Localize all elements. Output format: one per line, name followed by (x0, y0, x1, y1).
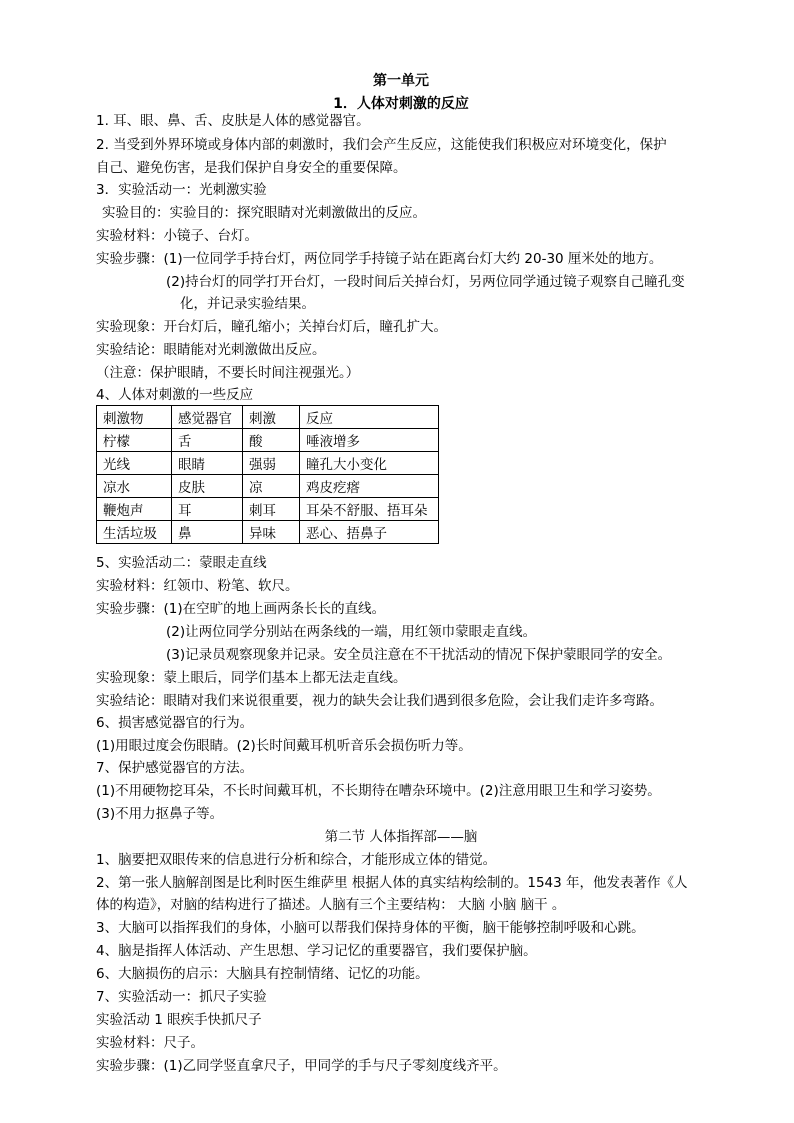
text-line: 实验结论：眼睛对我们来说很重要，视力的缺失会让我们遇到很多危险，会让我们走许多弯路。 (96, 693, 663, 709)
table-cell: 酸 (243, 429, 300, 452)
table-row (97, 498, 439, 521)
text-line: （注意：保护眼睛，不要长时间注视强光。） (96, 365, 360, 381)
text-line: 实验现象：蒙上眼后，同学们基本上都无法走直线。 (96, 670, 407, 686)
section-heading: 3．实验活动一：光刺激实验 (96, 182, 267, 198)
table-cell: 眼睛 (172, 452, 243, 475)
text-line: 1、脑要把双眼传来的信息进行分析和综合，才能形成立体的错觉。 (96, 852, 497, 868)
section-heading: 5、实验活动二：蒙眼走直线 (96, 555, 267, 571)
text-line: 实验步骤：(1)乙同学竖直拿尺子，甲同学的手与尺子零刻度线齐平。 (96, 1058, 507, 1074)
text-line: 体的构造》，对脑的结构进行了描述。人脑有三个主要结构： 大脑 小脑 脑干 。 (96, 897, 566, 913)
text-line: (1)用眼过度会伤眼睛。(2)长时间戴耳机听音乐会损伤听力等。 (96, 738, 472, 754)
section-heading: 4、人体对刺激的一些反应 (96, 387, 254, 403)
table-cell: 耳朵不舒服、捂耳朵 (300, 498, 439, 521)
table-header-cell: 反应 (300, 406, 439, 429)
text-line: 实验活动 1 眼疾手快抓尺子 (96, 1012, 262, 1028)
section-heading: 7、保护感觉器官的方法。 (96, 760, 254, 776)
text-line: 化，并记录实验结果。 (180, 296, 315, 312)
lesson-title: 1．人体对刺激的反应 (333, 96, 469, 112)
text-line: 实验材料：红领巾、粉笔、软尺。 (96, 578, 299, 594)
table-cell: 唾液增多 (300, 429, 439, 452)
table-header-row (97, 406, 439, 429)
table-row (97, 521, 439, 544)
text-line: (3)记录员观察现象并记录。安全员注意在不干扰活动的情况下保护蒙眼同学的安全。 (166, 647, 672, 663)
text-line: 实验步骤：(1)在空旷的地上画两条长长的直线。 (96, 601, 386, 617)
text-line: 2、第一张人脑解剖图是比利时医生维萨里 根据人体的真实结构绘制的。1543 年，他发表著作《人 (96, 875, 688, 891)
table-header-cell: 刺激 (243, 406, 300, 429)
text-line: 4、脑是指挥人体活动、产生思想、学习记忆的重要器官，我们要保护脑。 (96, 943, 537, 959)
table-cell: 舌 (172, 429, 243, 452)
text-line: 1. 耳、眼、鼻、舌、皮肤是人体的感觉器官。 (96, 113, 370, 129)
table-cell: 凉水 (97, 475, 172, 498)
text-line: 3、大脑可以指挥我们的身体，小脑可以帮我们保持身体的平衡，脑干能够控制呼吸和心跳。 (96, 920, 645, 936)
table-cell: 异味 (243, 521, 300, 544)
table-row (97, 452, 439, 475)
table-cell: 鸡皮疙瘩 (300, 475, 439, 498)
stimulus-reaction-table (96, 405, 439, 544)
text-line: (1)不用硬物挖耳朵，不长时间戴耳机，不长期待在嘈杂环境中。(2)注意用眼卫生和学习姿势。 (96, 783, 661, 799)
unit-title: 第一单元 (373, 73, 429, 89)
table-cell: 恶心、捂鼻子 (300, 521, 439, 544)
text-line: 2. 当受到外界环境或身体内部的刺激时，我们会产生反应，这能使我们积极应对环境变化，保护 (96, 137, 667, 153)
text-line: (2)让两位同学分别站在两条线的一端，用红领巾蒙眼走直线。 (166, 624, 537, 640)
table-cell: 皮肤 (172, 475, 243, 498)
text-line: (2)持台灯的同学打开台灯，一段时间后关掉台灯，另两位同学通过镜子观察自己瞳孔变 (166, 274, 685, 290)
text-line: 实验材料：小镜子、台灯。 (96, 228, 258, 244)
text-line: 实验现象：开台灯后，瞳孔缩小；关掉台灯后，瞳孔扩大。 (96, 319, 447, 335)
text-line: 6、大脑损伤的启示：大脑具有控制情绪、记忆的功能。 (96, 966, 429, 982)
table-cell: 凉 (243, 475, 300, 498)
table-header-cell: 感觉器官 (172, 406, 243, 429)
text-line: 实验步骤：(1)一位同学手持台灯，两位同学手持镜子站在距离台灯大约 20-30 厘米处的地方。 (96, 251, 663, 267)
table-header-cell: 刺激物 (97, 406, 172, 429)
section-heading: 7、实验活动一：抓尺子实验 (96, 989, 267, 1005)
table-cell: 瞳孔大小变化 (300, 452, 439, 475)
table-cell: 鼻 (172, 521, 243, 544)
table-cell: 强弱 (243, 452, 300, 475)
table-cell: 柠檬 (97, 429, 172, 452)
text-line: 实验结论：眼睛能对光刺激做出反应。 (96, 342, 326, 358)
text-line: 自己、避免伤害，是我们保护自身安全的重要保障。 (96, 160, 407, 176)
table-cell: 刺耳 (243, 498, 300, 521)
table-cell: 生活垃圾 (97, 521, 172, 544)
text-line: (3)不用力抠鼻子等。 (96, 806, 224, 822)
table-row (97, 475, 439, 498)
text-line: 实验目的：实验目的：探究眼睛对光刺激做出的反应。 (102, 205, 426, 221)
section-title: 第二节 人体指挥部——脑 (324, 829, 478, 845)
text-line: 实验材料：尺子。 (96, 1035, 204, 1051)
table-cell: 耳 (172, 498, 243, 521)
table-row (97, 429, 439, 452)
table-cell: 鞭炮声 (97, 498, 172, 521)
table-cell: 光线 (97, 452, 172, 475)
section-heading: 6、损害感觉器官的行为。 (96, 715, 254, 731)
